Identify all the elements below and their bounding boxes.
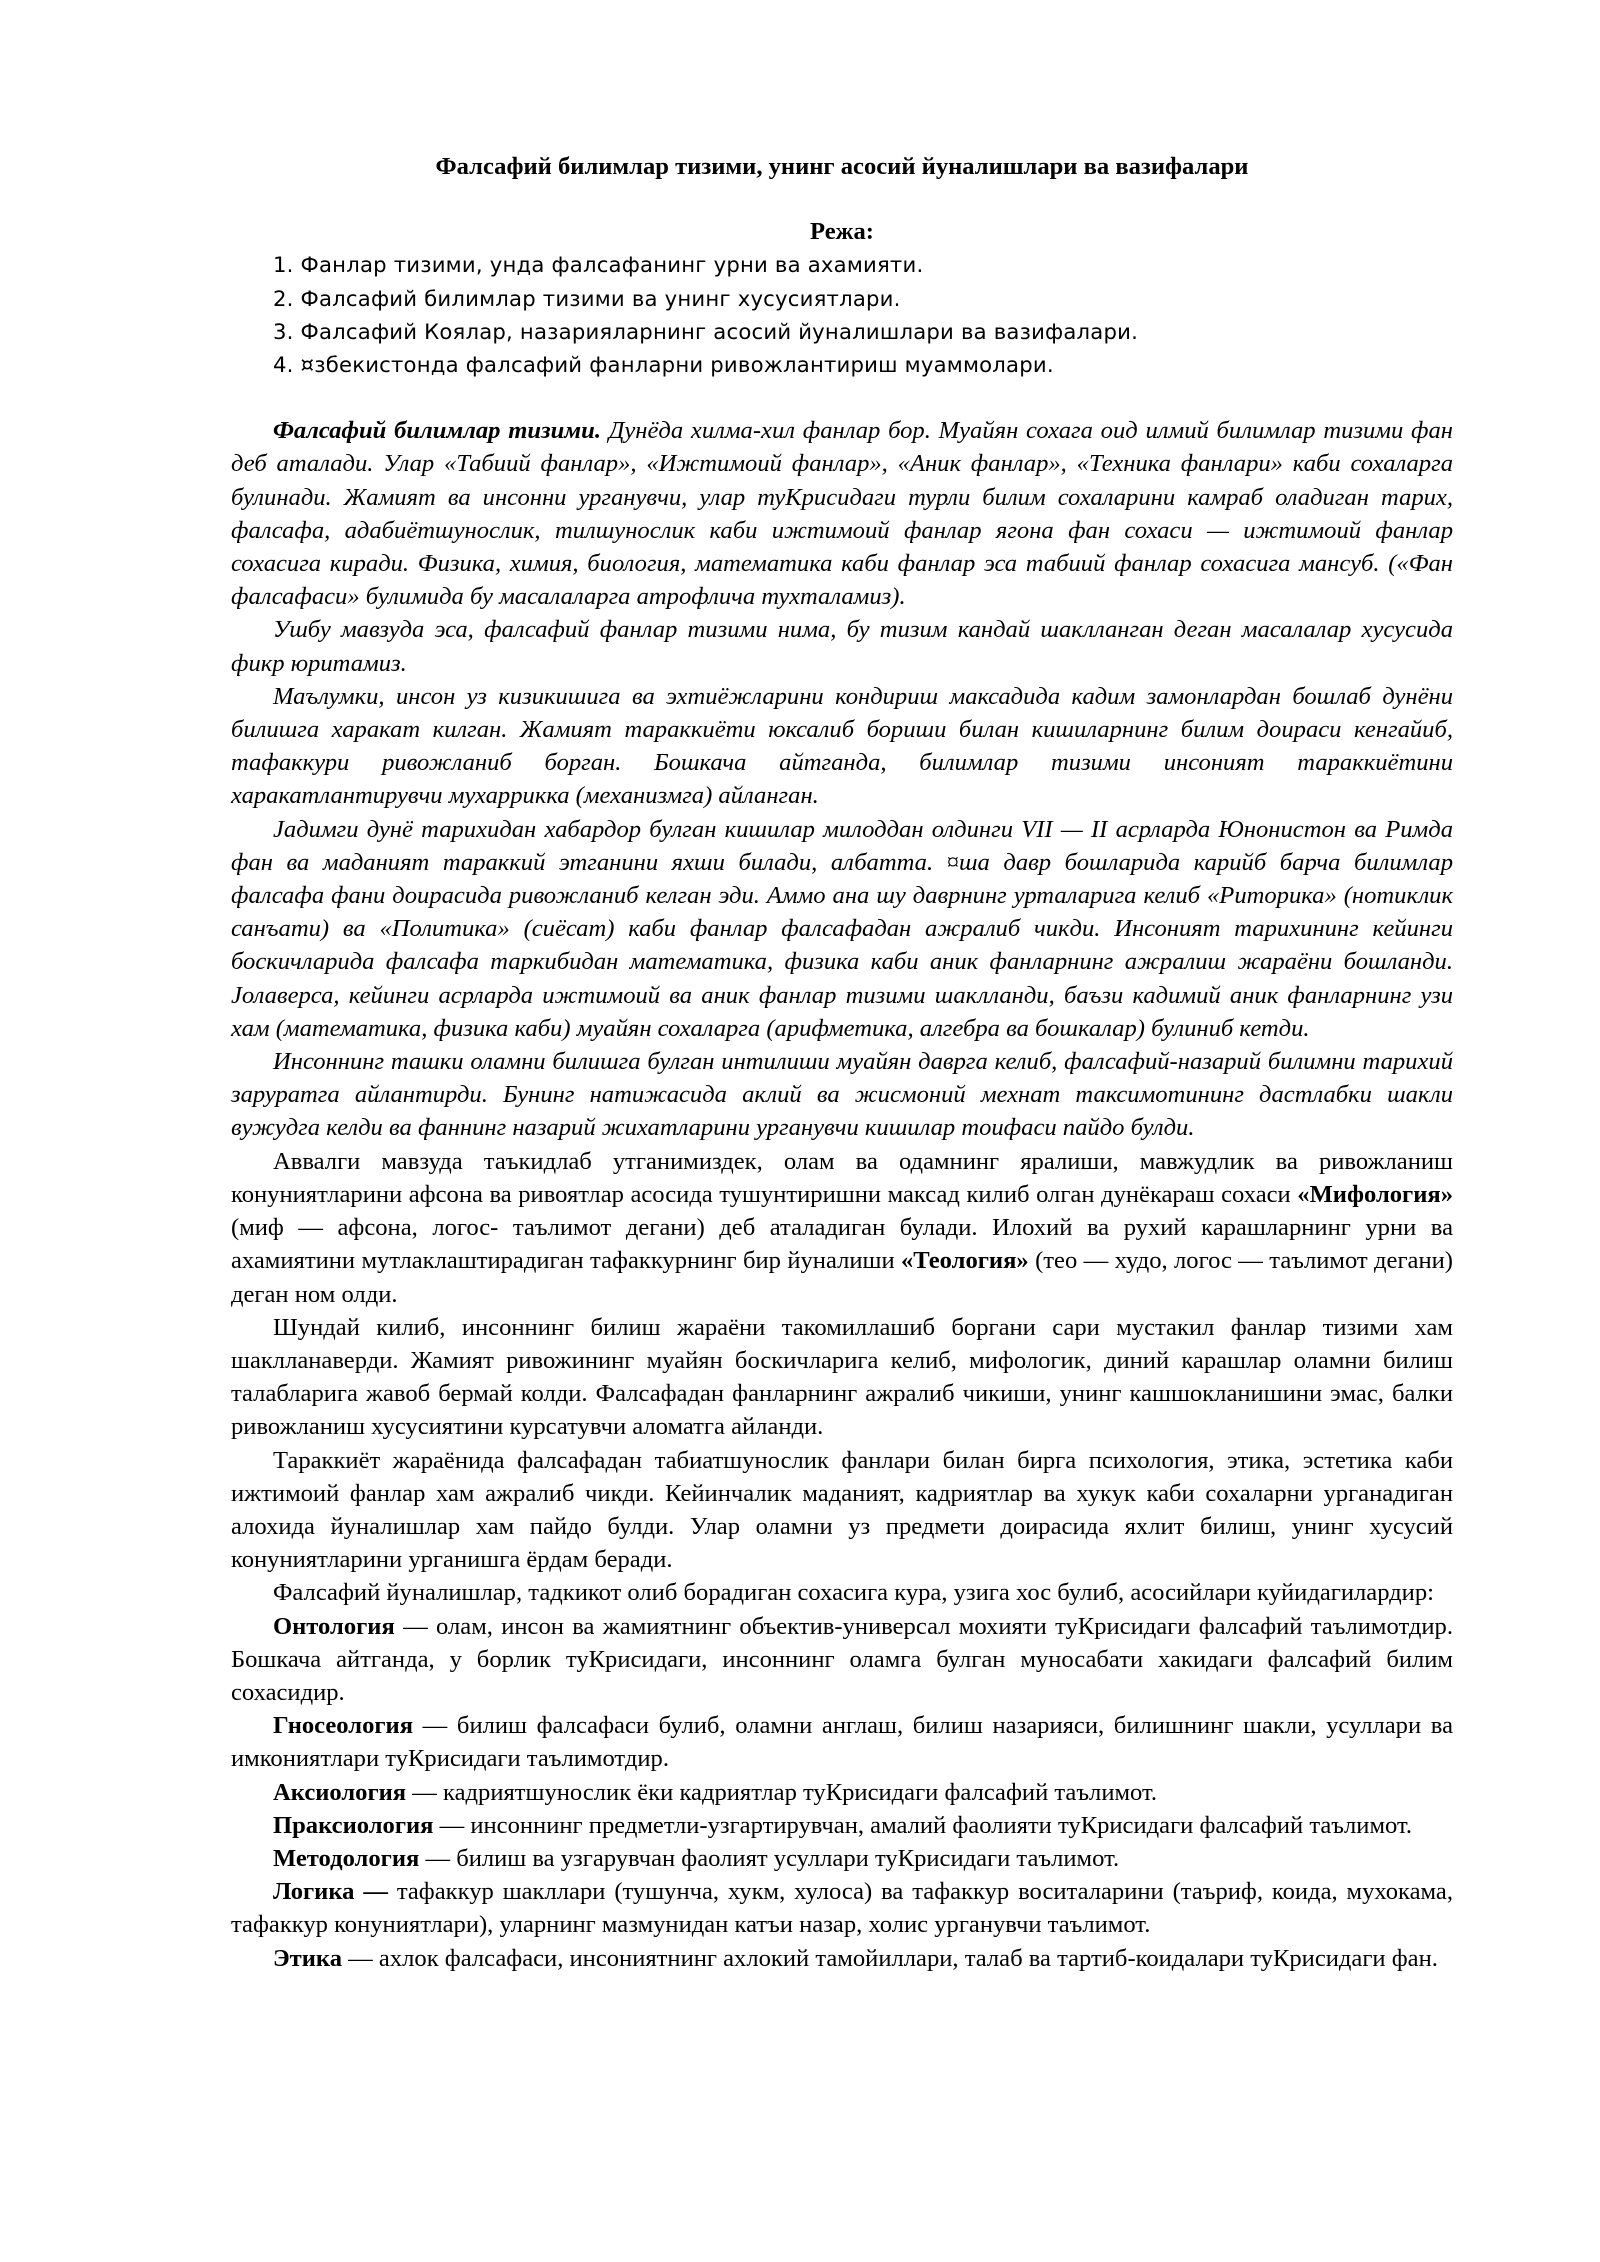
branch-definition: тафаккур шакллари (тушунча, хукм, хулоса) ва тафаккур воситаларини (таъриф, коида, мухокама, тафаккур конуниятлари), уларнинг мазмунидан катъи назар, холис урганувчи таълимот. <box>231 1878 1453 1939</box>
plan-item: 3. Фалсафий Коялар, назарияларнинг асосий йуналишлари ва вазифалари. <box>273 318 1139 344</box>
paragraph: Јадимги дунё тарихидан хабардор булган кишилар милоддан олдинги VII — II асрларда Юнонистон ва Римда фан ва маданият тараккий этганини яхши билади, албатта. ¤ша давр бошларида карийб барча билимлар фалсафа фани доирасида ривожланиб келган эди. Аммо ана шу даврнинг урталарига келиб «Риторика» (нотиклик санъати) ва «Политика» (сиёсат) каби фанлар фалсафадан ажралиб чикди. Инсоният тарихининг кейинги боскичларида фалсафа таркибидан математика, физика каби аник фанларнинг ажралиш жараёни бошланди. Јолаверса, кейинги асрларда ижтимоий ва аник фанлар тизими шаклланди, баъзи кадимий аник фанларнинг узи хам (математика, физика каби) муайян сохаларга (арифметика, алгебра ва бошкалар) булиниб кетди. <box>231 815 1453 1042</box>
plan-heading: Режа: <box>810 218 874 246</box>
branch-praxiology <box>231 1809 1453 1842</box>
paragraph: Тараккиёт жараёнида фалсафадан табиатшунослик фанлари билан бирга психология, этика, эстетика каби ижтимоий фанлар хам ажралиб чикди. Кейинчалик маданият, кадриятлар ва хукук каби сохаларни урганадиган алохида йуналишлар хам пайдо булди. Улар оламни уз предмети доирасида яхлит билиш, унинг хусусий конуниятларини урганишга ёрдам беради. <box>231 1446 1453 1574</box>
term-mythology: «Мифология» <box>1297 1180 1453 1208</box>
branch-definition: — билиш ва узгарувчан фаолият усуллари туКрисидаги таълимот. <box>419 1844 1120 1872</box>
paragraph: Шундай килиб, инсоннинг билиш жараёни такомиллашиб боргани сари мустакил фанлар тизими хам шаклланаверди. Жамият ривожининг муайян боскичларига келиб, мифологик, диний карашлар оламни билиш талабларига жавоб бермай колди. Фалсафадан фанларнинг ажралиб чикиши, унинг кашшокланишини эмас, балки ривожланиш хусусиятини курсатувчи аломатга айланди. <box>231 1313 1453 1441</box>
branch-logic <box>231 1875 1453 1941</box>
plan-item: 1. Фанлар тизими, унда фалсафанинг урни ва ахамияти. <box>273 252 924 278</box>
branch-definition: — олам, инсон ва жамиятнинг объектив-универсал мохияти туКрисидаги фалсафий таълимотдир. Бошкача айтганда, у борлик туКрисидаги, инсоннинг оламга булган муносабати хакидаги фалсафий билим сохасидир. <box>231 1612 1453 1706</box>
paragraph-text: Аввалги мавзуда таъкидлаб утганимиздек, олам ва одамнинг яралиши, мавжудлик ва ривожланиш конуниятларини афсона ва ривоятлар асосида тушунтиришни максад килиб олган дунёкараш сохаси <box>231 1147 1453 1208</box>
document-title: Фалсафий билимлар тизими, унинг асосий йуналишлари ва вазифалари <box>435 153 1249 180</box>
branch-definition: — билиш фалсафаси булиб, оламни англаш, билиш назарияси, билишнинг шакли, усуллари ва имкониятлари туКрисидаги таълимотдир. <box>231 1712 1453 1773</box>
document-page <box>231 150 1453 1975</box>
paragraph-text: (миф — афсона, логос- таълимот дегани) деб аталадиган булади. Илохий ва рухий карашларнинг урни ва ахамиятини мутлаклаштирадиган тафаккурнинг бир йуналиши <box>231 1214 1453 1275</box>
branch-definition: — ахлок фалсафаси, инсониятнинг ахлокий тамойиллари, талаб ва тартиб-коидалари туКрисидаги фан. <box>342 1944 1438 1972</box>
plan-item: 4. ¤збекистонда фалсафий фанларни ривожлантириш муаммолари. <box>273 352 1054 378</box>
branch-term: Этика <box>273 1944 343 1972</box>
paragraph-mythology <box>231 1145 1453 1311</box>
branch-term: Методология <box>273 1844 420 1872</box>
paragraph: Фалсафий йуналишлар, тадкикот олиб борадиган сохасига кура, узига хос булиб, асосийлари куйидагилардир: <box>273 1579 1434 1607</box>
plan-item: 2. Фалсафий билимлар тизими ва унинг хусусиятлари. <box>273 285 901 311</box>
paragraph-text: Дунёда хилма-хил фанлар бор. Муайян сохага оид илмий билимлар тизими фан деб аталади. Улар «Табиий фанлар», «Ижтимоий фанлар», «Аник фанлар», «Техника фанлари» каби сохаларга булинади. Жамият ва инсонни урганувчи, улар туКрисидаги турли билим сохаларини камраб оладиган тарих, фалсафа, адабиётшунослик, тилшунослик каби ижтимоий фанлар ягона фан сохаси — ижтимоий фанлар сохасига киради. Физика, химия, биология, математика каби фанлар эса табиий фанлар сохасига мансуб. («Фан фалсафаси» булимида бу масалаларга атрофлича тухталамиз). <box>231 417 1453 611</box>
branch-axiology <box>231 1776 1453 1809</box>
branch-term: Онтология <box>273 1612 395 1640</box>
paragraph-lead-term: Фалсафий билимлар тизими. <box>273 417 601 445</box>
branch-term: Аксиология <box>273 1778 407 1806</box>
branch-ethics <box>231 1942 1453 1975</box>
paragraph-intro <box>231 414 1453 613</box>
branch-ontology <box>231 1610 1453 1710</box>
branch-term: Гносеология <box>273 1712 414 1740</box>
branch-definition: — кадриятшунослик ёки кадриятлар туКрисидаги фалсафий таълимот. <box>406 1778 1158 1806</box>
branch-term: Логика — <box>273 1878 388 1906</box>
paragraph: Маълумки, инсон уз кизикишига ва эхтиёжларини кондириш максадида кадим замонлардан бошлаб дунёни билишга харакат килган. Жамият тараккиёти юксалиб бориши билан кишиларнинг билим доираси кенгайиб, тафаккури ривожланиб борган. Бошкача айтганда, билимлар тизими инсоният тараккиётини харакатлантирувчи мухаррикка (механизмга) айланган. <box>231 682 1453 810</box>
paragraph: Инсоннинг ташки оламни билишга булган интилиши муайян даврга келиб, фалсафий-назарий билимни тарихий заруратга айлантирди. Бунинг натижасида аклий ва жисмоний мехнат таксимотининг дастлабки шакли вужудга келди ва фаннинг назарий жихатларини урганувчи кишилар тоифаси пайдо булди. <box>231 1048 1453 1142</box>
paragraph-text: (тео — худо, логос — таълимот дегани) деган ном олди. <box>231 1247 1453 1308</box>
branch-methodology <box>231 1842 1453 1875</box>
branch-term: Праксиология <box>273 1811 434 1839</box>
plan-list <box>231 248 1453 381</box>
branch-gnoseology <box>231 1709 1453 1775</box>
branch-definition: — инсоннинг предметли-узгартирувчан, амалий фаолияти туКрисидаги фалсафий таълимот. <box>433 1811 1413 1839</box>
term-theology: «Теология» <box>901 1247 1029 1275</box>
paragraph: Ушбу мавзуда эса, фалсафий фанлар тизими нима, бу тизим кандай шаклланган деган масалалар хусусида фикр юритамиз. <box>231 616 1453 677</box>
